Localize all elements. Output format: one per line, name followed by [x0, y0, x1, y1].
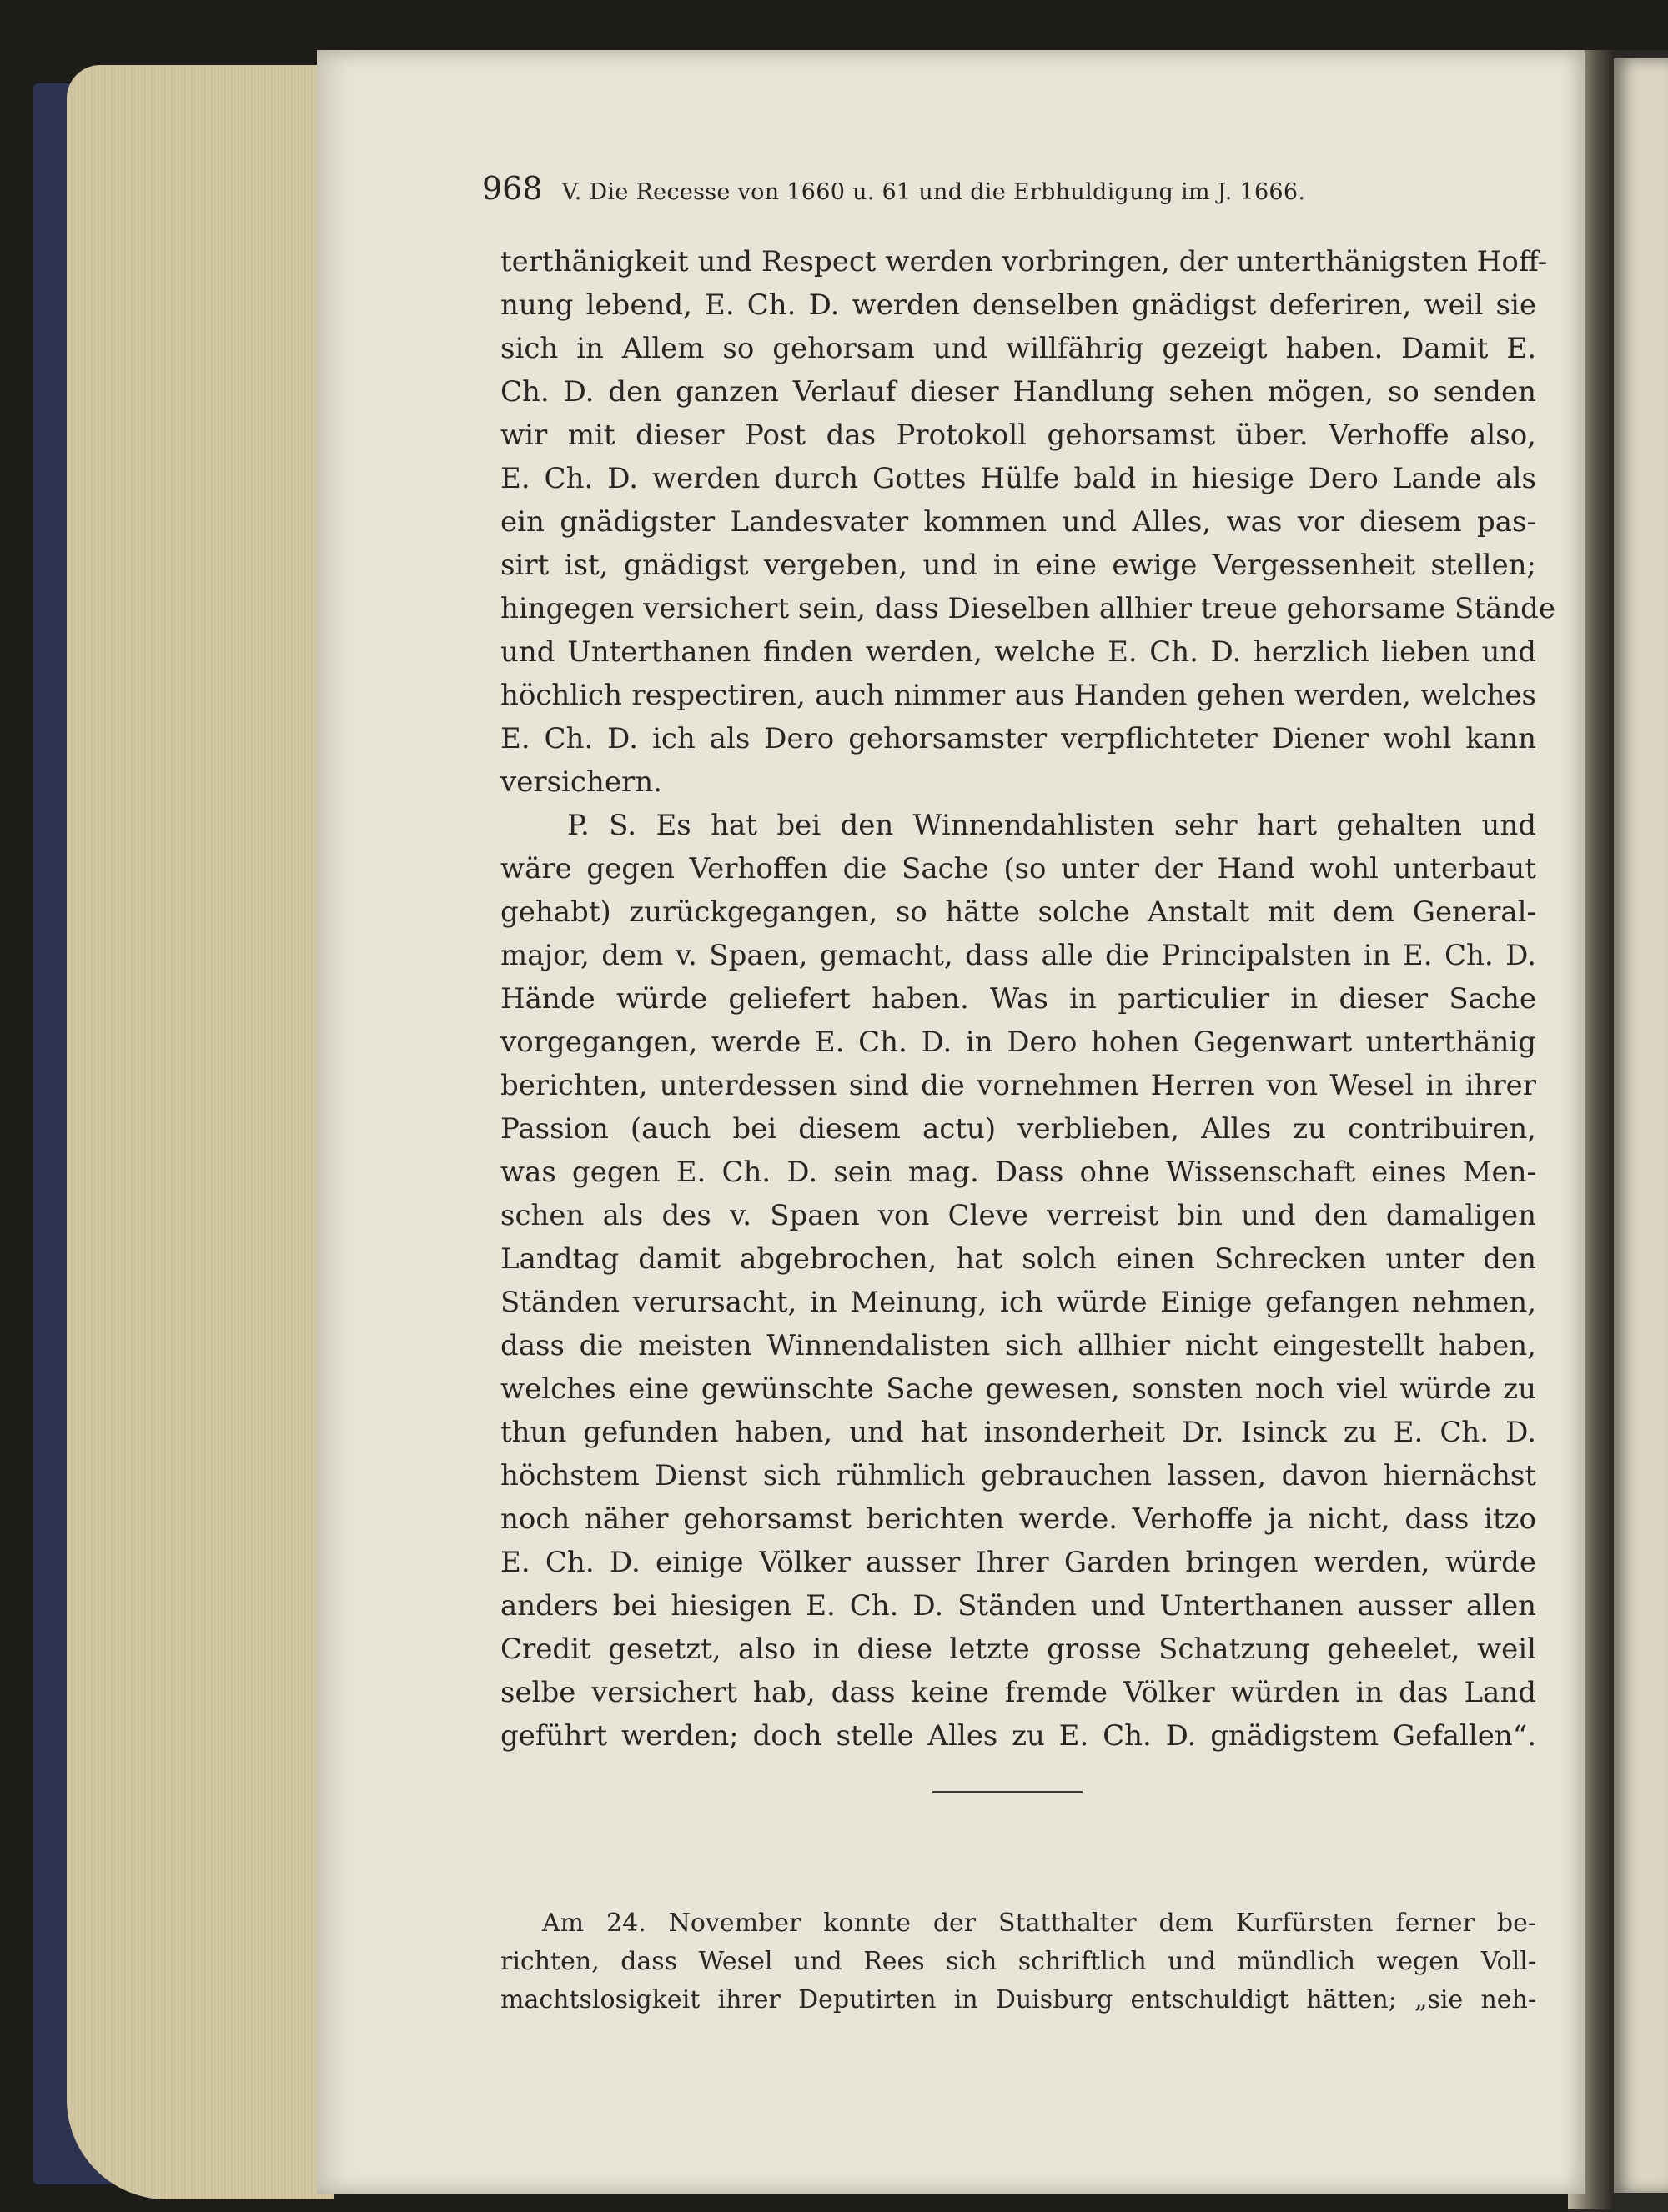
text-line: E. Ch. D. werden durch Gottes Hülfe bald in hiesige Dero Lande als: [500, 462, 1536, 495]
section-divider: [932, 1791, 1083, 1793]
text-line: wäre gegen Verhoffen die Sache (so unter der Hand wohl unterbaut: [500, 852, 1536, 885]
text-line: wir mit dieser Post das Protokoll gehorsamst über. Verhoffe also,: [500, 419, 1536, 452]
text-line: hingegen versichert sein, dass Dieselben allhier treue gehorsame Stände: [500, 592, 1556, 625]
text-line: schen als des v. Spaen von Cleve verreist bin und den damaligen: [500, 1199, 1536, 1232]
text-line: terthänigkeit und Respect werden vorbringen, der unterthänigsten Hoff-: [500, 245, 1548, 278]
postscript-paragraph: [500, 804, 1536, 1758]
running-title: V. Die Recesse von 1660 u. 61 und die Erbhuldigung im J. 1666.: [561, 179, 1306, 205]
commentary-paragraph: [500, 1904, 1536, 2019]
text-line: richten, dass Wesel und Rees sich schriftlich und mündlich wegen Voll-: [500, 1947, 1536, 1976]
text-line: vorgegangen, werde E. Ch. D. in Dero hohen Gegenwart unterthänig: [500, 1026, 1536, 1059]
text-line: Credit gesetzt, also in diese letzte grosse Schatzung geheelet, weil: [500, 1633, 1536, 1666]
text-line: Passion (auch bei diesem actu) verblieben, Alles zu contribuiren,: [500, 1112, 1536, 1146]
book-page: [317, 50, 1585, 2194]
text-line: geführt werden; doch stelle Alles zu E. Ch. D. gnädigstem Gefallen“.: [500, 1719, 1536, 1753]
page-edges: [67, 65, 334, 2199]
text-line: sirt ist, gnädigst vergeben, und in eine ewige Vergessenheit stellen;: [500, 549, 1536, 582]
text-line: ein gnädigster Landesvater kommen und Alles, was vor diesem pas-: [500, 505, 1536, 539]
text-line: und Unterthanen finden werden, welche E. Ch. D. herzlich lieben und: [500, 635, 1536, 669]
text-line: nung lebend, E. Ch. D. werden denselben gnädigst deferiren, weil sie: [500, 288, 1536, 322]
text-line: E. Ch. D. ich als Dero gehorsamster verpflichteter Diener wohl kann: [500, 722, 1536, 755]
text-line: höchstem Dienst sich rühmlich gebrauchen lassen, davon hiernächst: [500, 1459, 1536, 1492]
text-line: P. S. Es hat bei den Winnendahlisten sehr hart gehalten und: [567, 809, 1536, 842]
text-line: Hände würde geliefert haben. Was in particulier in dieser Sache: [500, 982, 1536, 1016]
letter-body: [500, 240, 1556, 1758]
facing-page-edge: [1614, 58, 1668, 2193]
text-line: selbe versichert hab, dass keine fremde Völker würden in das Land: [500, 1676, 1536, 1709]
text-line: Ständen verursacht, in Meinung, ich würde Einige gefangen nehmen,: [500, 1286, 1536, 1319]
text-line: E. Ch. D. einige Völker ausser Ihrer Garden bringen werden, würde: [500, 1546, 1536, 1579]
text-line: gehabt) zurückgegangen, so hätte solche Anstalt mit dem General-: [500, 895, 1536, 929]
text-line: dass die meisten Winnendalisten sich allhier nicht eingestellt haben,: [500, 1329, 1536, 1362]
text-line: anders bei hiesigen E. Ch. D. Ständen und Unterthanen ausser allen: [500, 1589, 1536, 1623]
text-line: versichern.: [500, 765, 662, 799]
text-line: Am 24. November konnte der Statthalter dem Kurfürsten ferner be-: [542, 1909, 1536, 1938]
main-paragraph: [500, 240, 1556, 804]
text-line: major, dem v. Spaen, gemacht, dass alle die Principalsten in E. Ch. D.: [500, 939, 1536, 972]
text-line: berichten, unterdessen sind die vornehmen Herren von Wesel in ihrer: [500, 1069, 1536, 1102]
text-line: was gegen E. Ch. D. sein mag. Dass ohne Wissenschaft eines Men-: [500, 1156, 1536, 1189]
text-line: sich in Allem so gehorsam und willfährig gezeigt haben. Damit E.: [500, 332, 1536, 365]
running-header: [482, 170, 1566, 207]
text-line: welches eine gewünschte Sache gewesen, sonsten noch viel würde zu: [500, 1372, 1536, 1406]
text-line: noch näher gehorsamst berichten werde. Verhoffe ja nicht, dass itzo: [500, 1502, 1536, 1536]
page-number: 968: [482, 170, 543, 207]
text-line: thun gefunden haben, und hat insonderheit Dr. Isinck zu E. Ch. D.: [500, 1416, 1536, 1449]
text-line: machtslosigkeit ihrer Deputirten in Duisburg entschuldigt hätten; „sie neh-: [500, 1985, 1536, 2014]
text-line: Ch. D. den ganzen Verlauf dieser Handlung sehen mögen, so senden: [500, 375, 1536, 409]
text-line: Landtag damit abgebrochen, hat solch einen Schrecken unter den: [500, 1242, 1536, 1276]
text-line: höchlich respectiren, auch nimmer aus Handen gehen werden, welches: [500, 679, 1536, 712]
